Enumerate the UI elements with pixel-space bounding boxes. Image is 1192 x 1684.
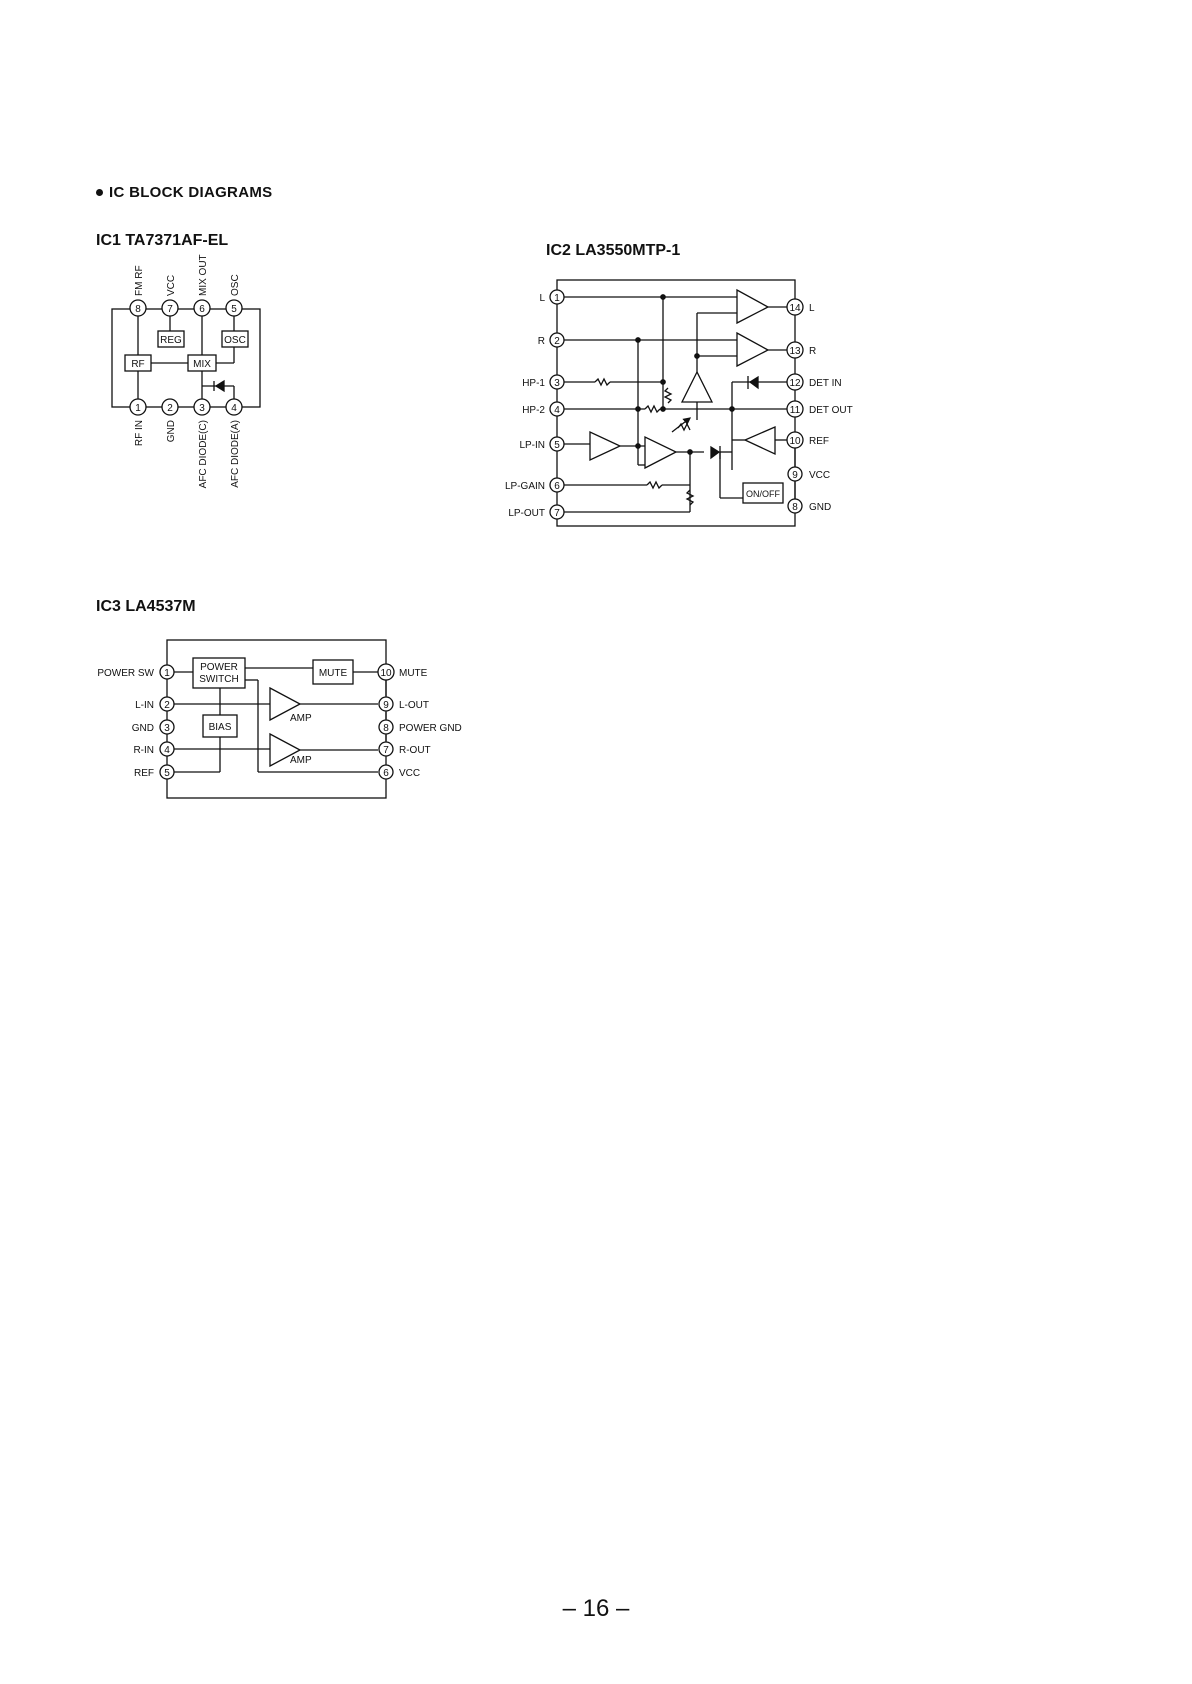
ic2-pin-14-label: L xyxy=(809,303,815,314)
ic1-pin-6-label: MIX OUT xyxy=(198,254,209,296)
ic2-diode-icon-2 xyxy=(750,377,758,388)
ic3-amp2-label: AMP xyxy=(290,755,312,766)
ic2-ref-buffer xyxy=(745,427,775,454)
ic2-pin-5-label: LP-IN xyxy=(519,440,545,451)
ic3-pin-5-num: 5 xyxy=(164,768,170,779)
ic1-pin-8-num: 8 xyxy=(135,304,141,315)
ic1-pin-4-label: AFC DIODE(A) xyxy=(230,420,241,488)
ic1-pin-7-num: 7 xyxy=(167,304,173,315)
ic2-pin-3-num: 3 xyxy=(554,378,560,389)
ic2-pin-5-num: 5 xyxy=(554,440,560,451)
ic1-pin-8-label: FM RF xyxy=(134,265,145,296)
ic2-pin-3-label: HP-1 xyxy=(522,378,545,389)
ic3-pin-8-label: POWER GND xyxy=(399,723,462,734)
ic2-pin-4-num: 4 xyxy=(554,405,560,416)
ic2-lp-amp-2 xyxy=(645,437,676,468)
ic3-pin-3-label: GND xyxy=(131,723,154,734)
ic1-pin-7-label: VCC xyxy=(166,274,177,296)
ic2-pin-2-num: 2 xyxy=(554,336,560,347)
ic2-pin-13-num: 13 xyxy=(789,346,801,357)
ic2-pin-9-label: VCC xyxy=(809,470,831,481)
ic2-pin-9-num: 9 xyxy=(792,470,798,481)
ic3-amp1-label: AMP xyxy=(290,713,312,724)
ic3-pin-6-num: 6 xyxy=(383,768,389,779)
ic3-pin-9-num: 9 xyxy=(383,700,389,711)
ic1-pin-6-num: 6 xyxy=(199,304,205,315)
ic2-pin-8-label: GND xyxy=(809,502,832,513)
ic3-mute-label: MUTE xyxy=(318,668,348,679)
ic2-pin-2-label: R xyxy=(537,336,545,347)
ic3-pin-10-label: MUTE xyxy=(399,668,428,679)
ic2-pin-1-num: 1 xyxy=(554,293,560,304)
ic2-pin-1-label: L xyxy=(539,293,545,304)
diagram-labels xyxy=(97,254,852,779)
ic3-pin-10-num: 10 xyxy=(380,668,392,679)
ic1-rf-label: RF xyxy=(131,359,145,370)
ic1-package-outline xyxy=(112,309,260,407)
ic2-pin-12-label: DET IN xyxy=(809,378,842,389)
ic3-pin-4-label: R-IN xyxy=(133,745,154,756)
ic2-pin-11-num: 11 xyxy=(789,405,801,416)
ic2-title: IC2 LA3550MTP-1 xyxy=(546,242,681,259)
ic3-power-label: POWER xyxy=(200,662,238,673)
ic1-pin-3-label: AFC DIODE(C) xyxy=(198,420,209,489)
ic3-pin-2-label: L-IN xyxy=(135,700,154,711)
ic3-switch-label: SWITCH xyxy=(199,674,239,685)
ic1-osc-label: OSC xyxy=(224,335,246,346)
ic1-pin-1-label: RF IN xyxy=(134,420,145,447)
ic1-title: IC1 TA7371AF-EL xyxy=(96,232,229,249)
ic3-pin-6-label: VCC xyxy=(399,768,421,779)
ic1-diode-icon xyxy=(216,381,224,391)
ic2-pin-6-label: LP-GAIN xyxy=(504,481,545,492)
ic3-pin-5-label: REF xyxy=(134,768,154,779)
ic3-pin-8-num: 8 xyxy=(383,723,389,734)
ic2-pin-7-num: 7 xyxy=(554,508,560,519)
ic2-pin-14-num: 14 xyxy=(789,303,801,314)
ic2-diode-icon-1 xyxy=(711,447,719,458)
ic2-pin-10-label: REF xyxy=(809,436,829,447)
ic3-pin-7-num: 7 xyxy=(383,745,389,756)
ic3-pin-2-num: 2 xyxy=(164,700,170,711)
ic3-bias-label: BIAS xyxy=(208,722,232,733)
ic3-pin-4-num: 4 xyxy=(164,745,170,756)
ic2-lp-amp-1 xyxy=(590,432,620,460)
ic3-pin-7-label: R-OUT xyxy=(399,745,431,756)
ic3-pin-1-num: 1 xyxy=(164,668,170,679)
ic1-diagram xyxy=(112,300,260,415)
ic2-onoff-label: ON/OFF xyxy=(746,489,780,499)
ic2-amp-l xyxy=(737,290,768,323)
ic2-pin-7-label: LP-OUT xyxy=(508,508,545,519)
section-title-text: IC BLOCK DIAGRAMS xyxy=(109,184,273,201)
ic1-pin-5-num: 5 xyxy=(231,304,237,315)
ic3-pin-3-num: 3 xyxy=(164,723,170,734)
ic2-pin-6-num: 6 xyxy=(554,481,560,492)
ic1-pin-2-num: 2 xyxy=(167,403,173,414)
ic2-hp-buffer xyxy=(682,372,712,402)
ic1-pin-2-label: GND xyxy=(166,420,177,443)
ic3-pin-1-label: POWER SW xyxy=(97,668,154,679)
ic2-pin-12-num: 12 xyxy=(789,378,801,389)
ic1-reg-label: REG xyxy=(160,335,182,346)
ic1-pin-1-num: 1 xyxy=(135,403,141,414)
ic3-pin-9-label: L-OUT xyxy=(399,700,429,711)
ic2-pin-4-label: HP-2 xyxy=(522,405,545,416)
ic3-title: IC3 LA4537M xyxy=(96,598,196,615)
page-number: – 16 – xyxy=(562,1595,630,1622)
ic3-diagram xyxy=(160,640,394,798)
ic2-pin-11-label: DET OUT xyxy=(809,405,853,416)
ic1-mix-label: MIX xyxy=(193,359,211,370)
ic1-pin-5-label: OSC xyxy=(230,274,241,296)
ic1-pin-3-num: 3 xyxy=(199,403,205,414)
ic2-pin-10-num: 10 xyxy=(789,436,801,447)
ic2-pin-8-num: 8 xyxy=(792,502,798,513)
ic2-pin-13-label: R xyxy=(809,346,817,357)
ic2-amp-r xyxy=(737,333,768,366)
ic1-pin-4-num: 4 xyxy=(231,403,237,414)
